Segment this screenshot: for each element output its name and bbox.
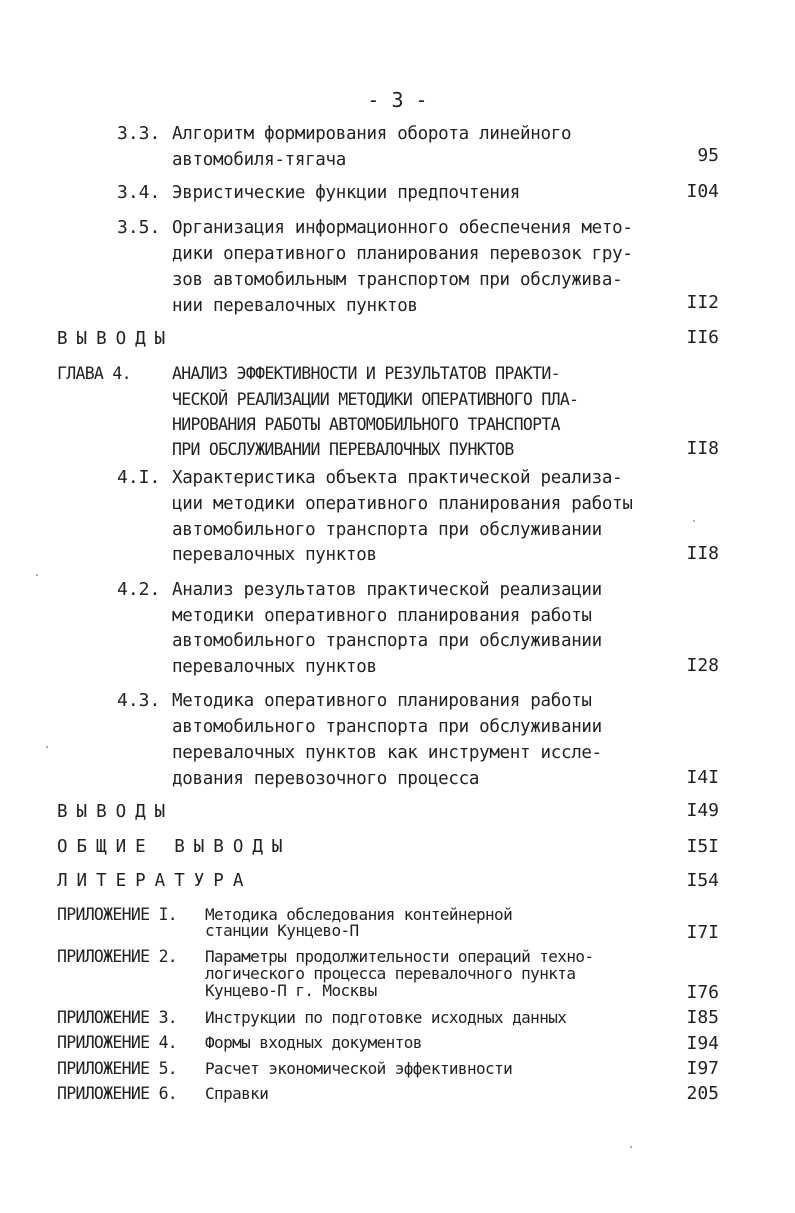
section-4-3-line-4: дования перевозочного процесса bbox=[172, 769, 480, 789]
literature-heading: ЛИТЕРАТУРА bbox=[57, 871, 253, 891]
section-4-2-page: I28 bbox=[686, 655, 719, 676]
appendix-4-label: ПРИЛОЖЕНИЕ 4. bbox=[57, 1033, 178, 1052]
conclusions-1-heading: ВЫВОДЫ bbox=[57, 329, 175, 349]
appendix-5-page: I97 bbox=[686, 1058, 719, 1079]
section-4-3-line-1: Методика оперативного планирования работы bbox=[172, 691, 592, 711]
appendix-2-line-2: логического процесса перевалочного пункта bbox=[205, 964, 576, 983]
conclusions-1-page: II6 bbox=[686, 327, 719, 348]
chapter-4-title-line-4: ПРИ ОБСЛУЖИВАНИИ ПЕРЕВАЛОЧНЫХ ПУНКТОВ bbox=[172, 440, 514, 459]
chapter-4-title-line-3: НИРОВАНИЯ РАБОТЫ АВТОМОБИЛЬНОГО ТРАНСПОРТА bbox=[172, 415, 560, 434]
appendix-1-label: ПРИЛОЖЕНИЕ I. bbox=[57, 905, 178, 924]
appendix-2-page: I76 bbox=[686, 982, 719, 1003]
section-3-5-line-1: Организация информационного обеспечения мето- bbox=[172, 218, 633, 238]
section-4-3-number: 4.3. bbox=[117, 690, 161, 711]
section-3-4-page: I04 bbox=[686, 181, 719, 202]
chapter-4-title-line-1: АНАЛИЗ ЭФФЕКТИВНОСТИ И РЕЗУЛЬТАТОВ ПРАКТИ- bbox=[172, 364, 560, 383]
appendix-2-line-3: Кунцево-П г. Москвы bbox=[205, 981, 377, 1000]
section-3-5-line-3: зов автомобильным транспортом при обслужива- bbox=[172, 270, 623, 290]
section-4-1-line-1: Характеристика объекта практической реализа- bbox=[172, 468, 623, 488]
section-4-1-page: II8 bbox=[686, 543, 719, 564]
chapter-4-label: ГЛАВА 4. bbox=[57, 364, 131, 383]
section-4-3-line-3: перевалочных пунктов как инструмент иссле- bbox=[172, 743, 602, 763]
scan-speck bbox=[46, 746, 48, 748]
section-3-4-number: 3.4. bbox=[117, 182, 161, 203]
appendix-2-label: ПРИЛОЖЕНИЕ 2. bbox=[57, 947, 178, 966]
section-3-3-line-1: Алгоритм формирования оборота линейного bbox=[172, 124, 572, 144]
appendix-1-page: I7I bbox=[686, 922, 719, 943]
appendix-6-page: 205 bbox=[686, 1083, 719, 1104]
scan-speck bbox=[630, 1146, 632, 1148]
chapter-4-page: II8 bbox=[686, 438, 719, 459]
section-3-3-number: 3.3. bbox=[117, 123, 161, 144]
conclusions-2-heading: ВЫВОДЫ bbox=[57, 802, 175, 822]
page-number: - 3 - bbox=[367, 88, 428, 112]
appendix-4-page: I94 bbox=[686, 1033, 719, 1054]
section-3-5-line-4: нии перевалочных пунктов bbox=[172, 296, 418, 316]
section-4-1-number: 4.I. bbox=[117, 467, 161, 488]
general-conclusions-page: I5I bbox=[686, 836, 719, 857]
section-4-1-line-2: ции методики оперативного планирования работы bbox=[172, 494, 633, 514]
section-3-5-line-2: дики оперативного планирования перевозок гру- bbox=[172, 244, 633, 264]
appendix-1-line-1: Методика обследования контейнерной bbox=[205, 905, 513, 924]
section-4-2-number: 4.2. bbox=[117, 579, 161, 600]
general-conclusions-heading: ОБЩИЕ ВЫВОДЫ bbox=[57, 837, 292, 857]
section-4-2-line-1: Анализ результатов практической реализации bbox=[172, 580, 602, 600]
section-3-3-line-2: автомобиля-тягача bbox=[172, 150, 347, 170]
appendix-3-label: ПРИЛОЖЕНИЕ 3. bbox=[57, 1008, 178, 1027]
section-4-1-line-3: автомобильного транспорта при обслуживании bbox=[172, 520, 602, 540]
section-3-5-number: 3.5. bbox=[117, 217, 161, 238]
section-4-3-line-2: автомобильного транспорта при обслуживании bbox=[172, 717, 602, 737]
appendix-2-line-1: Параметры продолжительности операций техно- bbox=[205, 947, 594, 966]
appendix-1-line-2: станции Кунцево-П bbox=[205, 921, 359, 940]
section-4-2-line-4: перевалочных пунктов bbox=[172, 657, 377, 677]
chapter-4-title-line-2: ЧЕСКОЙ РЕАЛИЗАЦИИ МЕТОДИКИ ОПЕРАТИВНОГО ПЛА- bbox=[172, 390, 579, 409]
section-3-5-page: II2 bbox=[686, 292, 719, 313]
section-4-2-line-2: методики оперативного планирования работы bbox=[172, 606, 592, 626]
appendix-5-label: ПРИЛОЖЕНИЕ 5. bbox=[57, 1059, 178, 1078]
section-3-3-page: 95 bbox=[697, 145, 719, 166]
appendix-5-line-1: Расчет экономической эффективности bbox=[205, 1059, 513, 1078]
section-4-2-line-3: автомобильного транспорта при обслуживании bbox=[172, 631, 602, 651]
section-3-4-line-1: Эвристические функции предпочтения bbox=[172, 183, 521, 203]
section-4-3-page: I4I bbox=[686, 767, 719, 788]
scan-speck bbox=[693, 520, 695, 522]
section-4-1-line-4: перевалочных пунктов bbox=[172, 545, 377, 565]
appendix-6-label: ПРИЛОЖЕНИЕ 6. bbox=[57, 1084, 178, 1103]
scan-speck bbox=[36, 574, 38, 576]
appendix-4-line-1: Формы входных документов bbox=[205, 1033, 422, 1052]
appendix-6-line-1: Справки bbox=[205, 1084, 269, 1103]
conclusions-2-page: I49 bbox=[686, 800, 719, 821]
appendix-3-line-1: Инструкции по подготовке исходных данных bbox=[205, 1008, 567, 1027]
appendix-3-page: I85 bbox=[686, 1007, 719, 1028]
literature-page: I54 bbox=[686, 870, 719, 891]
